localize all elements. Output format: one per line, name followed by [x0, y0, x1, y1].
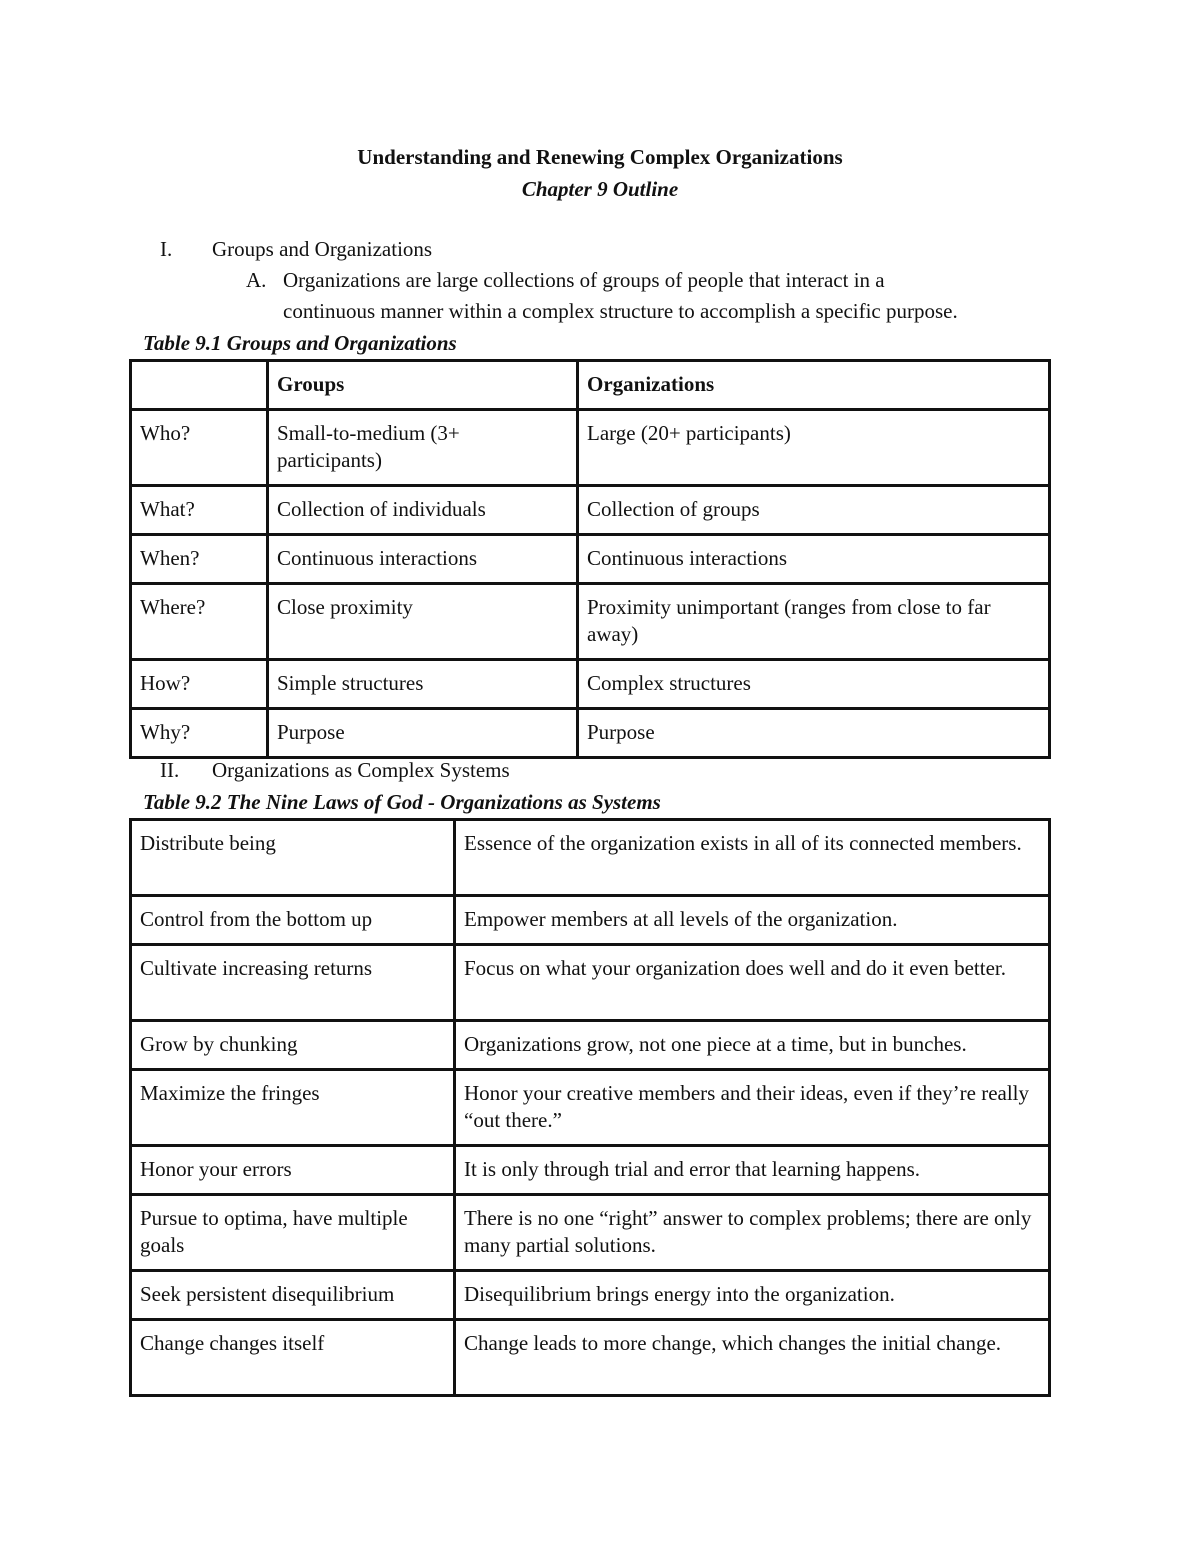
table-cell: Grow by chunking	[131, 1021, 455, 1070]
table-cell: Control from the bottom up	[131, 896, 455, 945]
table-cell: Maximize the fringes	[131, 1070, 455, 1146]
table-cell: It is only through trial and error that learning happens.	[455, 1146, 1050, 1195]
table-row	[131, 660, 1050, 709]
table-cell: Essence of the organization exists in all of its connected members.	[455, 820, 1050, 896]
table-row	[131, 584, 1050, 660]
table-cell: Small-to-medium (3+ participants)	[268, 410, 578, 486]
table-row	[131, 820, 1050, 896]
table-row	[131, 945, 1050, 1021]
outline-heading: Organizations as Complex Systems	[212, 758, 510, 782]
table-row	[131, 486, 1050, 535]
table-cell: Honor your creative members and their ideas, even if they’re really “out there.”	[455, 1070, 1050, 1146]
table-cell: How?	[131, 660, 268, 709]
table-cell: Change leads to more change, which changes the initial change.	[455, 1320, 1050, 1396]
table-row	[131, 1320, 1050, 1396]
table-cell: Where?	[131, 584, 268, 660]
table-cell: Continuous interactions	[578, 535, 1050, 584]
table-cell: Organizations grow, not one piece at a time, but in bunches.	[455, 1021, 1050, 1070]
table1-caption: Table 9.1 Groups and Organizations	[143, 331, 457, 355]
outline-numeral: II.	[160, 758, 180, 782]
table-cell: Honor your errors	[131, 1146, 455, 1195]
table-cell: What?	[131, 486, 268, 535]
table-row	[131, 535, 1050, 584]
table-cell: Collection of groups	[578, 486, 1050, 535]
table-cell: Why?	[131, 709, 268, 758]
table-cell: Purpose	[268, 709, 578, 758]
table-row	[131, 709, 1050, 758]
table-cell: Pursue to optima, have multiple goals	[131, 1195, 455, 1271]
table-cell: Continuous interactions	[268, 535, 578, 584]
table-row	[131, 1271, 1050, 1320]
table-row	[131, 410, 1050, 486]
table-cell: Focus on what your organization does well and do it even better.	[455, 945, 1050, 1021]
table-cell: There is no one “right” answer to complex problems; there are only many partial solutions.	[455, 1195, 1050, 1271]
document-title: Understanding and Renewing Complex Organizations	[357, 145, 843, 169]
table-cell: Collection of individuals	[268, 486, 578, 535]
outline-numeral: I.	[160, 237, 173, 261]
table2-caption: Table 9.2 The Nine Laws of God - Organizations as Systems	[143, 790, 661, 814]
table-cell: Disequilibrium brings energy into the organization.	[455, 1271, 1050, 1320]
table-row	[131, 1195, 1050, 1271]
table-cell: Simple structures	[268, 660, 578, 709]
table-cell: Complex structures	[578, 660, 1050, 709]
outline-text-line-1: Organizations are large collections of groups of people that interact in a	[283, 268, 885, 292]
table-cell: When?	[131, 535, 268, 584]
table-cell: Seek persistent disequilibrium	[131, 1271, 455, 1320]
table-cell: Cultivate increasing returns	[131, 945, 455, 1021]
table-cell: Large (20+ participants)	[578, 410, 1050, 486]
document-subtitle: Chapter 9 Outline	[521, 177, 679, 201]
table-cell: Empower members at all levels of the organization.	[455, 896, 1050, 945]
table-header-cell: Organizations	[578, 361, 1050, 410]
table-cell: Purpose	[578, 709, 1050, 758]
table-row	[131, 896, 1050, 945]
table-row	[131, 1021, 1050, 1070]
nine-laws-table	[129, 818, 1051, 1397]
table-header-row	[131, 361, 1050, 410]
table-cell: Close proximity	[268, 584, 578, 660]
table-header-cell: Groups	[268, 361, 578, 410]
outline-letter: A.	[246, 268, 267, 292]
table-cell: Change changes itself	[131, 1320, 455, 1396]
table-row	[131, 1146, 1050, 1195]
table-cell: Proximity unimportant (ranges from close to far away)	[578, 584, 1050, 660]
table-cell: Distribute being	[131, 820, 455, 896]
table-cell: Who?	[131, 410, 268, 486]
outline-heading: Groups and Organizations	[212, 237, 433, 261]
groups-organizations-table	[129, 359, 1051, 759]
table-row	[131, 1070, 1050, 1146]
table-header-cell	[131, 361, 268, 410]
outline-text-line-2: continuous manner within a complex structure to accomplish a specific purpose.	[283, 299, 958, 323]
